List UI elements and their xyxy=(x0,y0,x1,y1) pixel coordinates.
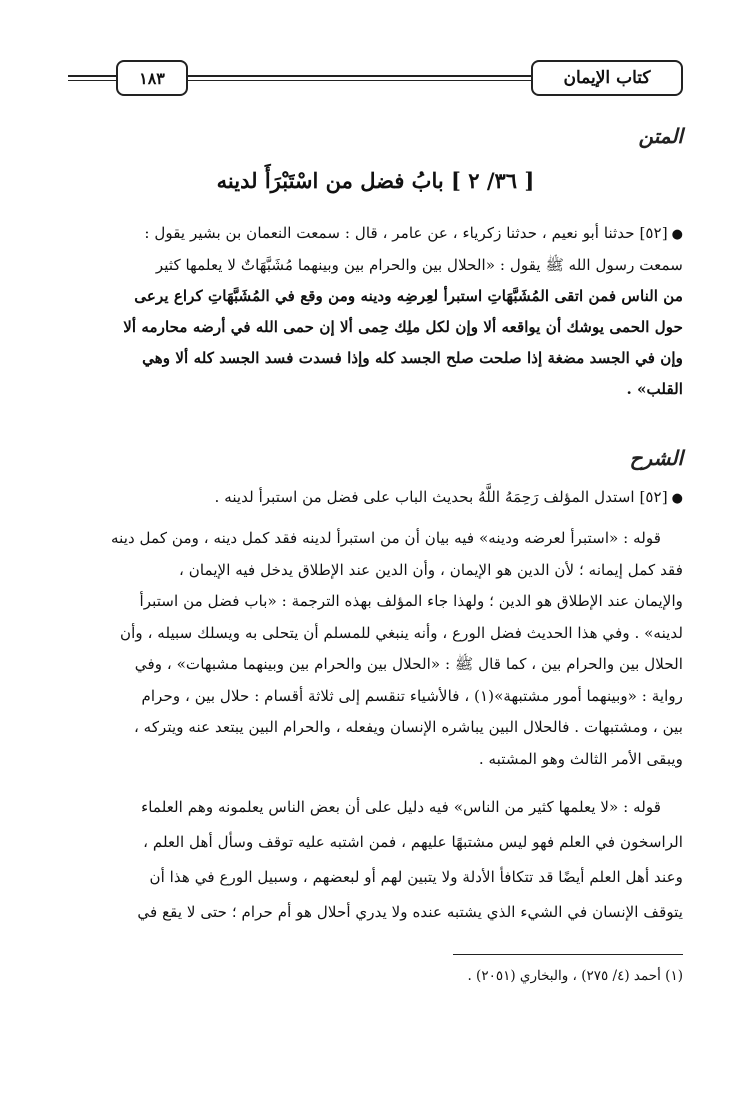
page-number: ١٨٣ xyxy=(116,60,188,96)
sharh-line: وعند أهل العلم أيضًا قد تتكافأ الأدلة ولا يتبين لهم أو لبعضهم ، وسبيل الورع في هذا أن xyxy=(149,868,683,886)
sharh-line: فقد كمل إيمانه ؛ لأن الدين هو الإيمان ، وأن الدين عند الإطلاق يدخل فيه الإيمان ، xyxy=(179,560,683,579)
sharh-line: بين ، ومشتبهات . فالحلال البين يباشره الإنسان ويفعله ، والحرام البين يبتعد عنه ويتركه ، xyxy=(133,718,683,736)
bullet-icon: ● xyxy=(671,491,683,506)
matn-line: من الناس فمن اتقى المُشَبَّهَاتِ استبرأ لعِرضِه ودينه ومن وقع في المُشَبَّهَاتِ كراع يرعى xyxy=(134,287,683,305)
book-title: كتاب الإيمان xyxy=(531,60,683,96)
matn-line: القلب» . xyxy=(626,380,683,398)
sharh-paragraph-1 xyxy=(68,523,683,775)
matn-text xyxy=(68,218,683,405)
sharh-line: قوله : «استبرأ لعرضه ودينه» فيه بيان أن من استبرأ لدينه فقد كمل دينه ، ومن كمل دينه xyxy=(111,529,661,547)
footnote-divider xyxy=(453,954,683,955)
sharh-line: ويبقى الأمر الثالث وهو المشتبه . xyxy=(478,749,683,768)
matn-line: حول الحمى يوشك أن يواقعه ألا وإن لكل ملِك حِمى ألا إن حمى الله في أرضه محارمه ألا xyxy=(123,318,683,336)
sharh-line: رواية : «وبينهما أمور مشتبهة»(١) ، فالأشياء تنقسم إلى ثلاثة أقسام : حلال بين ، وحرام xyxy=(141,686,683,705)
matn-line: وإن في الجسد مضغة إذا صلحت صلح الجسد كله وإذا فسدت فسد الجسد كله ألا وهي xyxy=(142,349,683,367)
sharh-paragraph-2 xyxy=(68,790,683,930)
sharh-intro-line: ●[٥٢] استدل المؤلف رَحِمَهُ اللَّهُ بحديث الباب على فضل من استبرأ لدينه . xyxy=(214,488,683,506)
footnote: (١) أحمد (٤/ ٢٧٥) ، والبخاري (٢٠٥١) . xyxy=(467,968,683,984)
matn-line: سمعت رسول الله ﷺ يقول : «الحلال بين والحرام بين وبينهما مُشَبَّهَاتٌ لا يعلمها كثير xyxy=(155,256,683,274)
matn-line: ●[٥٢] حدثنا أبو نعيم ، حدثنا زكرياء ، عن عامر ، قال : سمعت النعمان بن بشير يقول : xyxy=(144,224,683,242)
page-header xyxy=(68,58,683,96)
book-page xyxy=(68,58,683,1088)
sharh-label: الشرح xyxy=(629,446,683,470)
sharh-line: لدينه» . وفي هذا الحديث فضل الورع ، وأنه ينبغي للمسلم أن يتحلى به ويسلك سبيله ، وأن xyxy=(120,623,683,642)
sharh-line: يتوقف الإنسان في الشيء الذي يشتبه عنده ولا يدري أحلال هو أم حرام ؛ حتى لا يقع في xyxy=(137,903,683,921)
matn-label: المتن xyxy=(638,124,683,148)
sharh-line: والإيمان عند الإطلاق هو الدين ؛ ولهذا جاء المؤلف بهذه الترجمة : «باب فضل من استبرأ xyxy=(139,592,683,610)
chapter-heading: [ ٣٦/ ٢ ] بابُ فضل من اسْتَبْرَأَ لدينه xyxy=(216,168,535,193)
sharh-line: قوله : «لا يعلمها كثير من الناس» فيه دليل على أن بعض الناس يعلمونه وهم العلماء xyxy=(141,798,661,816)
sharh-intro xyxy=(68,482,683,514)
sharh-line: الحلال بين والحرام بين ، كما قال ﷺ : «الحلال بين والحرام بين وبينهما مشبهات» ، وفي xyxy=(134,655,683,673)
sharh-line: الراسخون في العلم فهو ليس مشتبهًا عليهم ، فمن اشتبه عليه توقف وسأل أهل العلم ، xyxy=(143,833,683,851)
bullet-icon: ● xyxy=(671,227,683,242)
